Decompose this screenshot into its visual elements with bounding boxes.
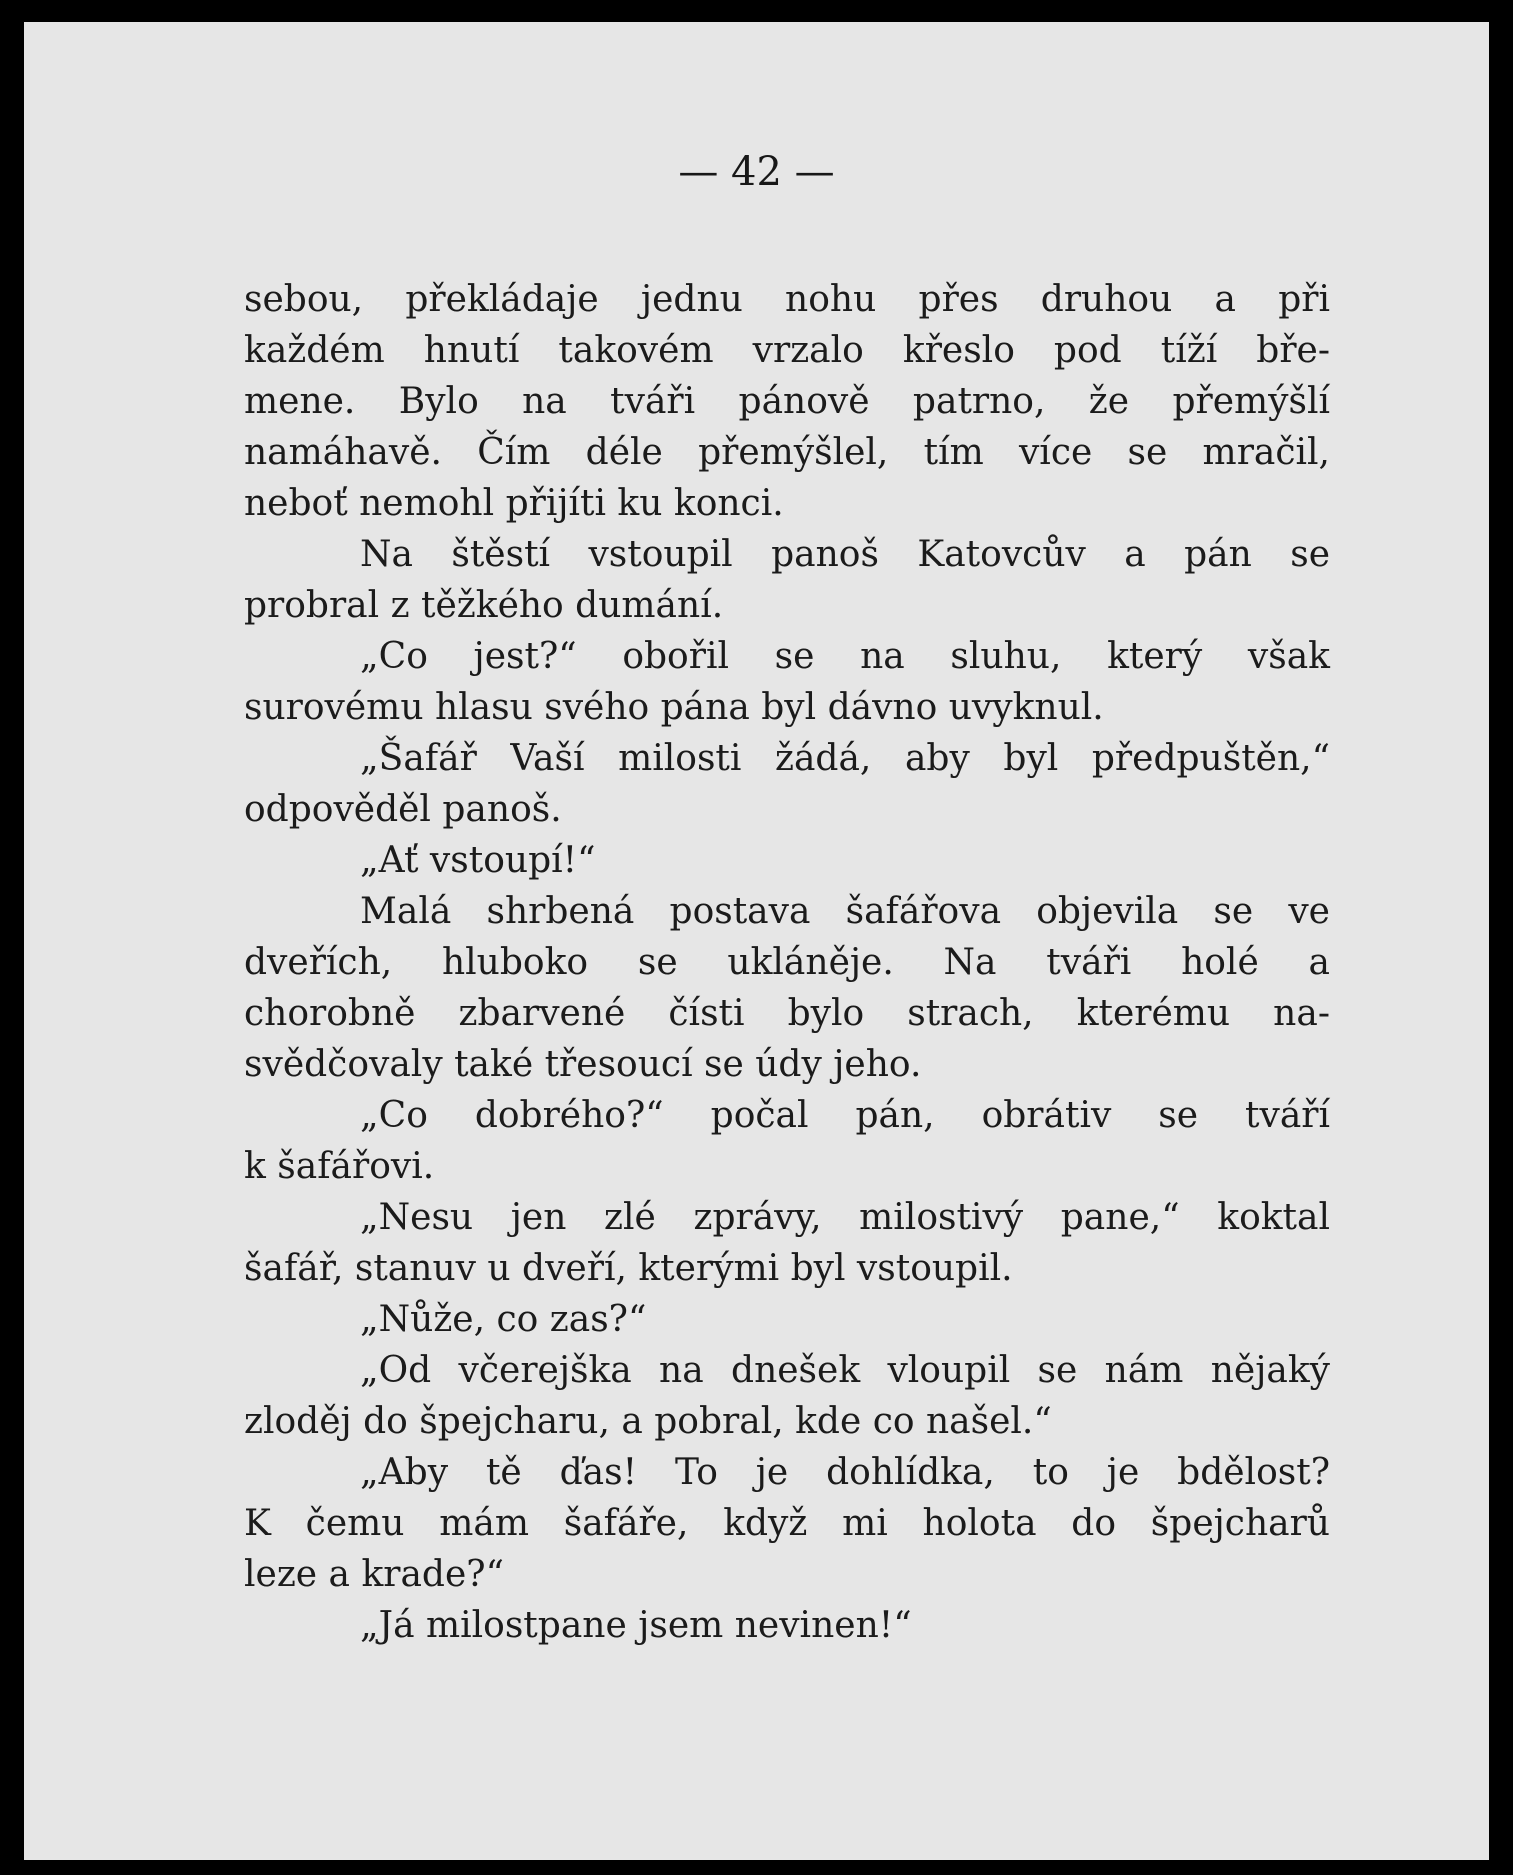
text-line: surovému hlasu svého pána byl dávno uvyknul. <box>244 687 1104 728</box>
text-line: Malá shrbená postava šafářova objevila se ve <box>360 891 1330 932</box>
text-line: odpověděl panoš. <box>244 789 562 830</box>
text-line: každém hnutí takovém vrzalo křeslo pod tíží bře- <box>244 330 1330 371</box>
text-line: šafář, stanuv u dveří, kterými byl vstoupil. <box>244 1248 1013 1289</box>
text-line: leze a krade?“ <box>244 1554 504 1595</box>
text-line: „Aby tě ďas! To je dohlídka, to je bdělost? <box>360 1452 1330 1493</box>
text-line: probral z těžkého dumání. <box>244 585 724 626</box>
text-line: neboť nemohl přijíti ku konci. <box>244 483 784 524</box>
page-number: — 42 — <box>678 149 835 195</box>
text-line: „Nesu jen zlé zprávy, milostivý pane,“ koktal <box>360 1197 1330 1238</box>
text-line: svědčovaly také třesoucí se údy jeho. <box>244 1044 922 1085</box>
text-line: sebou, překládaje jednu nohu přes druhou a při <box>244 279 1330 320</box>
text-line: K čemu mám šafáře, když mi holota do špejcharů <box>244 1503 1330 1544</box>
text-line: chorobně zbarvené čísti bylo strach, kterému na- <box>244 993 1330 1034</box>
text-line: namáhavě. Čím déle přemýšlel, tím více se mračil, <box>244 432 1330 473</box>
text-line: „Od včerejška na dnešek vloupil se nám nějaký <box>360 1350 1330 1391</box>
text-line: „Ať vstoupí!“ <box>360 840 596 881</box>
book-page <box>24 22 1489 1860</box>
text-line: dveřích, hluboko se ukláněje. Na tváři holé a <box>244 942 1330 983</box>
text-line: „Co dobrého?“ počal pán, obrátiv se tváří <box>360 1095 1330 1136</box>
text-line: zloděj do špejcharu, a pobral, kde co našel.“ <box>244 1401 1052 1442</box>
text-line: k šafářovi. <box>244 1146 435 1187</box>
body-text <box>244 274 1330 1651</box>
text-line: „Šafář Vaší milosti žádá, aby byl předpuštěn,“ <box>360 738 1330 779</box>
text-line: Na štěstí vstoupil panoš Katovcův a pán se <box>360 534 1330 575</box>
text-line: „Co jest?“ obořil se na sluhu, který však <box>360 636 1330 677</box>
text-line: „Já milostpane jsem nevinen!“ <box>360 1605 912 1646</box>
text-line: mene. Bylo na tváři pánově patrno, že přemýšlí <box>244 381 1330 422</box>
text-line: „Nůže, co zas?“ <box>360 1299 647 1340</box>
